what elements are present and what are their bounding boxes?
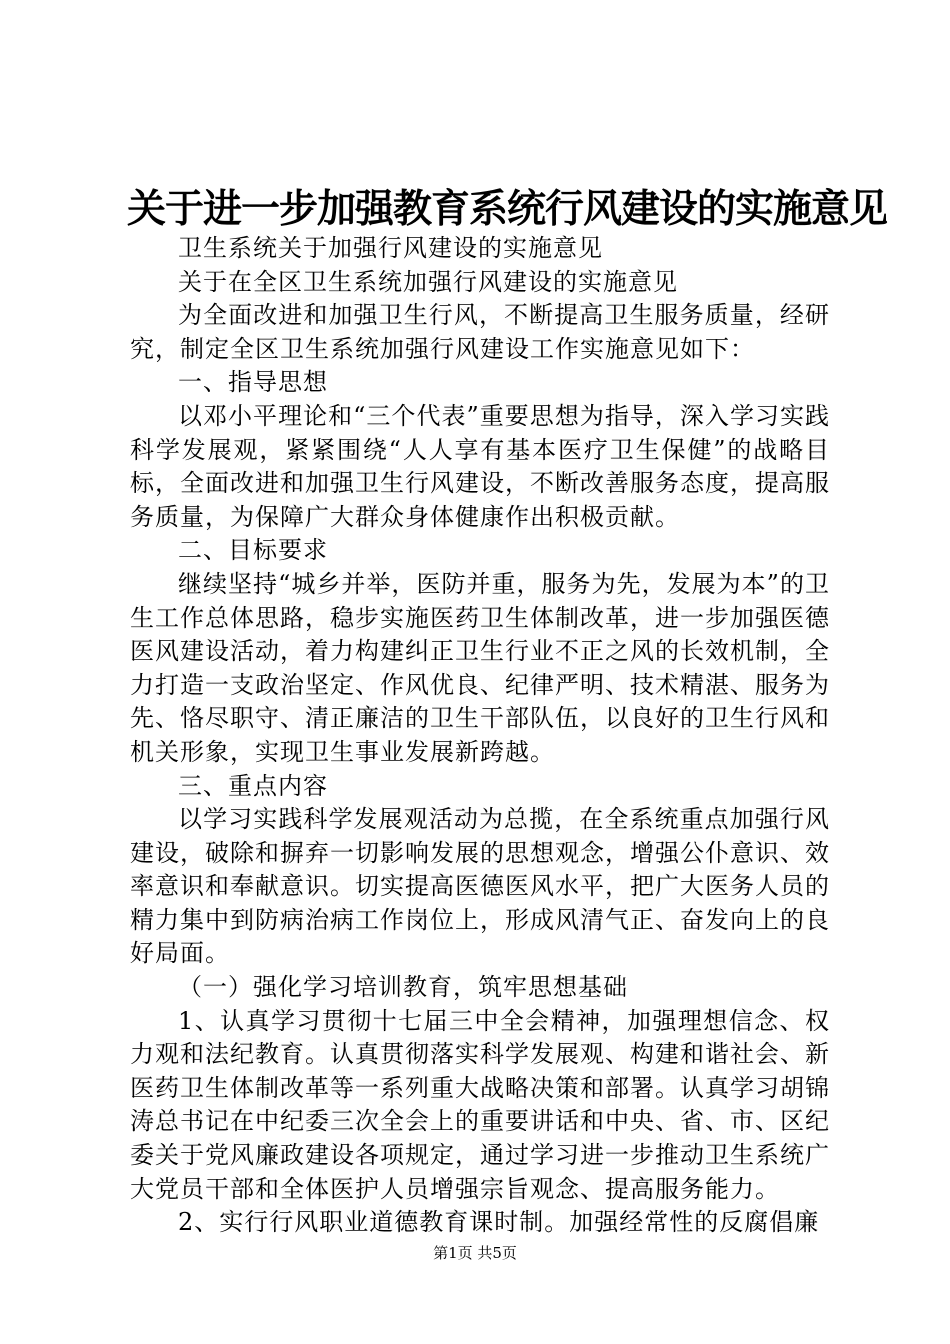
paragraph-goals: 继续坚持“城乡并举，医防并重，服务为先，发展为本”的卫生工作总体思路，稳步实施医药卫生体制改革，进一步加强医德医风建设活动，着力构建纠正卫生行业不正之风的长效机制，全力打造一支政治坚定、作风优良、纪律严明、技术精湛、服务为先、恪尽职守、清正廉洁的卫生干部队伍，以良好的卫生行风和机关形象，实现卫生事业发展新跨越。 <box>130 569 830 766</box>
paragraph-item-1: 1、认真学习贯彻十七届三中全会精神，加强理想信念、权力观和法纪教育。认真贯彻落实科学发展观、构建和谐社会、新医药卫生体制改革等一系列重大战略决策和部署。认真学习胡锦涛总书记在中纪委三次全会上的重要讲话和中央、省、市、区纪委关于党风廉政建设各项规定，通过学习进一步推动卫生系统广大党员干部和全体医护人员增强宗旨观念、提高服务能力。 <box>130 1006 830 1203</box>
subsection-heading-1: （一）强化学习培训教育，筑牢思想基础 <box>178 973 628 1002</box>
section-heading-3: 三、重点内容 <box>178 771 328 800</box>
page-footer: 第1页 共5页 <box>433 1244 517 1262</box>
document-body <box>130 232 830 1240</box>
paragraph-subtitle-2: 关于在全区卫生系统加强行风建设的实施意见 <box>178 267 678 296</box>
section-heading-1: 一、指导思想 <box>178 368 328 397</box>
document-title: 关于进一步加强教育系统行风建设的实施意见 <box>127 186 888 232</box>
paragraph-subtitle-1: 卫生系统关于加强行风建设的实施意见 <box>178 234 603 262</box>
paragraph-key-content: 以学习实践科学发展观活动为总揽，在全系统重点加强行风建设，破除和摒弃一切影响发展的思想观念，增强公仆意识、效率意识和奉献意识。切实提高医德医风水平，把广大医务人员的精力集中到防病治病工作岗位上，形成风清气正、奋发向上的良好局面。 <box>130 805 830 968</box>
section-heading-2: 二、目标要求 <box>178 536 328 565</box>
paragraph-intro: 为全面改进和加强卫生行风，不断提高卫生服务质量，经研究，制定全区卫生系统加强行风建设工作实施意见如下： <box>130 301 830 363</box>
paragraph-item-2: 2、实行行风职业道德教育课时制。加强经常性的反腐倡廉 <box>178 1208 820 1237</box>
paragraph-guiding-thought: 以邓小平理论和“三个代表”重要思想为指导，深入学习实践科学发展观，紧紧围绕“人人享有基本医疗卫生保健”的战略目标，全面改进和加强卫生行风建设，不断改善服务态度，提高服务质量，为保障广大群众身体健康作出积极贡献。 <box>130 401 830 531</box>
